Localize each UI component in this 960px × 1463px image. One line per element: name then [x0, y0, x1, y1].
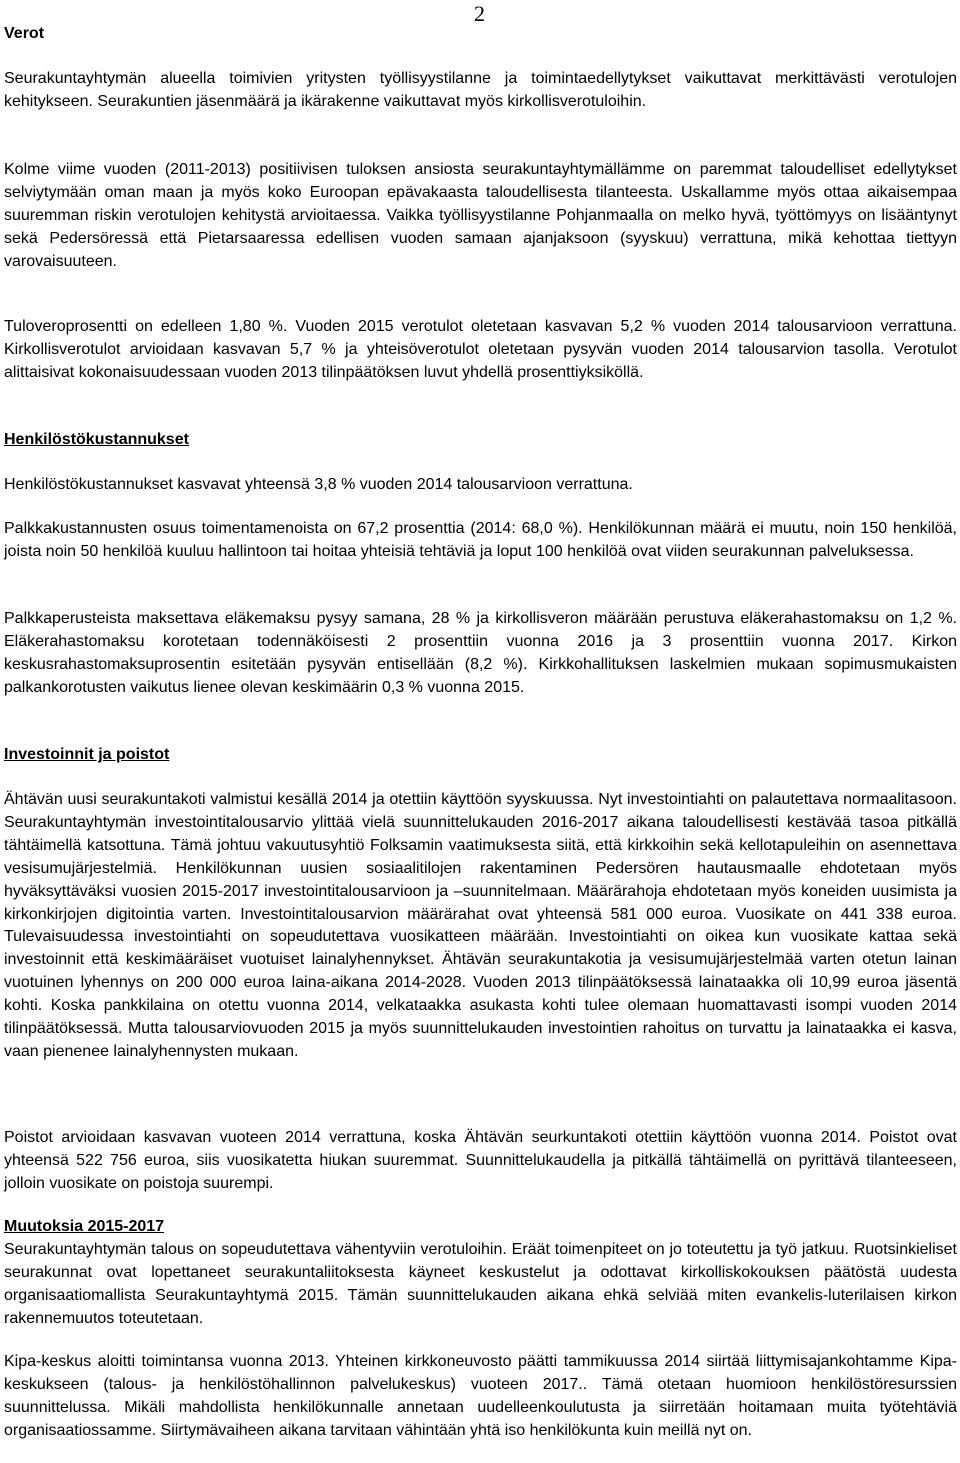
muutoksia-paragraph-2: Kipa-keskus aloitti toimintansa vuonna 2013. Yhteinen kirkkoneuvosto päätti tammikuussa 2014 siirtää liittymisajankohtamme Kipa-keskukseen (talous- ja henkilöstöhallinnon palvelukeskus) vuoteen 2017.. Tämä otetaan huomioon henkilöstöresurssien suunnittelussa. Mikäli mahdollista henkilökunnalle annetaan uudelleenkoulutusta ja siirretään hoitamaan muita työtehtäviä organisaatiossamme. Siirtymävaiheen aikana tarvitaan vähintään yhtä iso henkilökunta kuin meillä nyt on. — [4, 1353, 957, 1439]
muutoksia-heading: Muutoksia 2015-2017 — [4, 1218, 165, 1235]
investoinnit-paragraph-2: Poistot arvioidaan kasvavan vuoteen 2014 verrattuna, koska Ähtävän seurkuntakoti otettiin käyttöön vuonna 2014. Poistot ovat yhteensä 522 756 euroa, siis vuosikatetta hiukan suuremmat. Suunnittelukaudella ja pitkällä tähtäimellä on pyrittävä tilanteeseen, jolloin vuosikate on poistoja suurempi. — [4, 1129, 957, 1192]
henkilosto-paragraph-2: Palkkakustannusten osuus toimentamenoista on 67,2 prosenttia (2014: 68,0 %). Henkilökunnan määrä ei muutu, noin 150 henkilöä, joista noin 50 henkilöä kuuluu hallintoon tai hoitaa yhteisiä tehtäviä ja loput 100 henkilöä ovat viiden seurakunnan palveluksessa. — [4, 520, 957, 560]
verot-paragraph-1: Seurakuntayhtymän alueella toimivien yritysten työllisyystilanne ja toimintaedellytykset vaikuttavat merkittävästi verotulojen kehitykseen. Seurakuntien jäsenmäärä ja ikärakenne vaikuttavat myös kirkollisverotuloihin. — [4, 70, 957, 110]
investoinnit-heading: Investoinnit ja poistot — [4, 746, 170, 763]
page-title: Verot — [4, 25, 45, 42]
page-number: 2 — [474, 1, 485, 26]
verot-paragraph-2: Kolme viime vuoden (2011-2013) positiivisen tuloksen ansiosta seurakuntayhtymällämme on paremmat taloudelliset edellytykset selviytymään oman maan ja myös koko Euroopan epävakaasta taloudellisesta tilanteesta. Uskallamme myös ottaa aikaisempaa suuremman riskin verotulojen kehitystä arvioitaessa. Vaikka työllisyystilanne Pohjanmaalla on melko hyvä, työttömyys on lisääntynyt sekä Pedersöressä että Pietarsaaressa edellisen vuoden samaan ajanjaksoon (syyskuu) verrattuna, mikä kehottaa tiettyyn varovaisuuteen. — [4, 161, 957, 270]
verot-paragraph-3: Tuloveroprosentti on edelleen 1,80 %. Vuoden 2015 verotulot oletetaan kasvavan 5,2 % vuoden 2014 talousarvioon verrattuna. Kirkollisverotulot arvioidaan kasvavan 5,7 % ja yhteisöverotulot oletetaan pysyvän vuoden 2014 talousarvion tasolla. Verotulot alittaisivat kokonaisuudessaan vuoden 2013 tilinpäätöksen luvut yhdellä prosenttiyksiköllä. — [4, 318, 957, 381]
henkilosto-heading: Henkilöstökustannukset — [4, 431, 189, 448]
henkilosto-paragraph-1: Henkilöstökustannukset kasvavat yhteensä 3,8 % vuoden 2014 talousarvioon verrattuna. — [4, 476, 633, 493]
henkilosto-paragraph-3: Palkkaperusteista maksettava eläkemaksu pysyy samana, 28 % ja kirkollisveron määrään perustuva eläkerahastomaksu on 1,2 %. Eläkerahastomaksu korotetaan todennäköisesti 2 prosenttiin vuonna 2016 ja 3 prosenttiin vuonna 2017. Kirkon keskusrahastomaksuprosentin esitetään pysyvän entisellään (8,2 %). Kirkkohallituksen laskelmien mukaan sopimusmukaisten palkankorotusten vaikutus lienee olevan keskimäärin 0,3 % vuonna 2015. — [4, 610, 957, 696]
investoinnit-paragraph-1: Ähtävän uusi seurakuntakoti valmistui kesällä 2014 ja otettiin käyttöön syyskuussa. Nyt investointiahti on palautettava normaalitasoon. Seurakuntayhtymän investointitalousarvio ylittää vielä suunnittelukauden 2016-2017 aikana taloudellisesti kestävää tasoa pitkällä tähtäimellä katsottuna. Tämä johtuu vakuutusyhtiö Folksamin vaatimuksesta siitä, että kirkkoihin sekä kellotapuleihin on asennettava vesisumujärjestelmiä. Henkilökunnan uusien sosiaalitilojen rakentaminen Pedersören hautausmaalle ehdotetaan myös hyväksyttäväksi vuosien 2015-2017 investointitalousarvioon ja –suunnitelmaan. Määrärahoja ehdotetaan myös koneiden uusimista ja kirkonkirjojen digitointia varten. Investointitalousarvion määrärahat ovat yhteensä 581 000 euroa. Vuosikate on 441 338 euroa. Tulevaisuudessa investointiahti on sopeudutettava vuosikatteen määrään. Investointiahti on oikea kun vuosikate kattaa sekä investoinnit että keskimääräiset vuotuiset lainalyhennykset. Ähtävän seurakuntakotia ja vesisumujärjestelmää varten otetun lainan vuotuinen lyhennys on 200 000 euroa laina-aikana 2014-2028. Vuoden 2013 tilinpäätöksessä lainataakka oli 10,99 euroa jäsentä kohti. Koska pankkilaina on otettu vuonna 2014, velkataakka asukasta kohti tulee olemaan huomattavasti isompi vuoden 2014 tilinpäätöksessä. Mutta talousarviovuoden 2015 ja myös suunnittelukauden investointien rahoitus on turvattu ja lainataakka ei kasva, vaan pienenee lainalyhennysten mukaan. — [4, 791, 957, 1060]
muutoksia-paragraph-1: Seurakuntayhtymän talous on sopeudutettava vähentyviin verotuloihin. Eräät toimenpiteet on jo toteutettu ja työ jatkuu. Ruotsinkieliset seurakunnat ovat lopettaneet seurakuntaliitoksesta käyneet keskustelut ja odottavat kirkolliskokouksen päätöstä uudesta organisaatiomallista Seurakuntayhtymä 2015. Tämän suunnittelukauden aikana ehkä selviää miten evankelis-luterilaisen kirkon rakennemuutos toteutetaan. — [4, 1241, 957, 1327]
